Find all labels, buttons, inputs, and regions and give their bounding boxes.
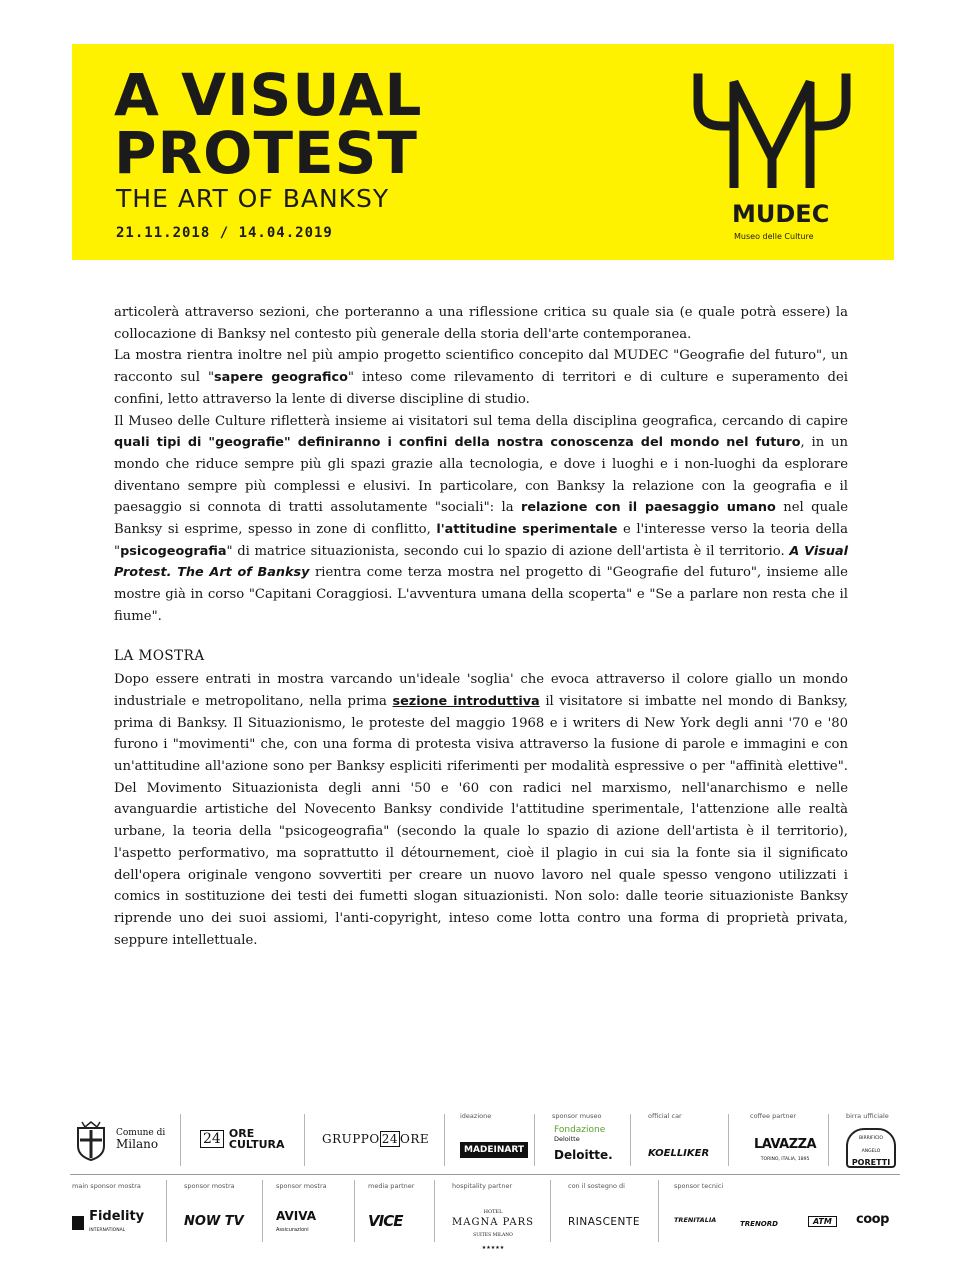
press-release-body (114, 302, 848, 951)
section-heading-la-mostra: LA MOSTRA (114, 647, 205, 664)
aviva-logo: AVIVA Assicurazioni (276, 1209, 316, 1233)
caption-sponsor-tecnici: sponsor tecnici (674, 1182, 724, 1190)
deloitte-logo: Deloitte. (554, 1148, 613, 1162)
gruppo-24-ore-logo: GRUPPO 24 ORE (322, 1132, 430, 1146)
magna-pars-logo: HOTEL MAGNA PARS SUITES MILANO ★★★★★ (452, 1209, 535, 1251)
madeinart-logo: MADEINART (460, 1142, 528, 1158)
caption-sponsor-mostra-1: sponsor mostra (184, 1182, 235, 1190)
caption-official-car: official car (648, 1112, 682, 1120)
museum-name: MUDEC (732, 200, 830, 228)
trenitalia-logo: TRENITALIA (674, 1216, 717, 1224)
caption-media-partner: media partner (368, 1182, 415, 1190)
exhibition-title-line1: A VISUAL (114, 61, 423, 129)
now-tv-logo: NOW TV (184, 1214, 244, 1229)
lavazza-logo: LAVAZZA TORINO, ITALIA, 1895 (754, 1137, 817, 1162)
coop-logo: coop (856, 1212, 889, 1227)
paragraph-intro: articolerà attraverso sezioni, che porteranno a una riflessione critica su quale sia (e quale potrà essere) la collocazione di Banksy nel contesto più generale della storia dell'arte contemporanea. (114, 305, 848, 342)
paragraph-la-mostra: Dopo essere entrati in mostra varcando un'ideale 'soglia' che evoca attraverso il colore giallo un mondo industriale e metropolitano, nella prima sezione introduttiva il visitatore si imbatte nel mondo di Banksy, prima di Banksy. Il Situazionismo, le proteste del maggio 1968 e i writers di New York degli anni '70 e '80 furono i "movimenti" che, con una forma di protesta visiva attraverso la fusione di parole e immagini e con un'attitudine all'azione sono per Banksy espliciti riferimenti per modalità espressive o per "affinità elettive". Del Movimento Situazionista degli anni '50 e '60 con radici nel marxismo, nell'anarchismo e nelle avanguardie artistiche del Novecento Banksy condivide l'attitudine sperimentale, l'attenzione alle realtà urbane, la teoria della "psicogeografia" (secondo la quale lo spazio di azione dell'artista è il territorio), l'aspetto performativo, ma soprattutto il détournement, cioè il plagio in cui sia la fonte sia il significato dell'opera originale vengono sovvertiti per creare un nuovo lavoro nel quale spesso vengono utilizzati i comics in sostituzione dei testi dei fumetti slogan situazionisti. Non solo: dalle teorie situazioniste Banksy riprende uno dei suoi assiomi, l'anti-copyright, inteso come lotta contro una forma di proprietà privata, seppure intellettuale. (114, 672, 848, 948)
exhibition-dates: 21.11.2018 / 14.04.2019 (116, 225, 333, 241)
comune-milano-crest-icon (72, 1120, 110, 1162)
header-banner (72, 44, 894, 260)
caption-main-sponsor: main sponsor mostra (72, 1182, 141, 1190)
exhibition-title-line2: PROTEST (114, 119, 418, 187)
caption-sponsor-museo: sponsor museo (552, 1112, 602, 1120)
sponsor-divider (70, 1174, 900, 1175)
comune-milano-logo: Comune di Milano (116, 1128, 166, 1151)
atm-logo: ATM (808, 1216, 837, 1227)
caption-sostegno: con il sostegno di (568, 1182, 625, 1190)
trenord-logo: TRENORD (740, 1220, 778, 1228)
paragraph-geografie: La mostra rientra inoltre nel più ampio progetto scientifico concepito dal MUDEC "Geografie del futuro", un racconto sul "sapere geografico" inteso come rilevamento di territori e di culture e superamento dei confini, letto attraverso la lente di diverse discipline di studio. (114, 348, 848, 407)
sponsor-strip (60, 1106, 900, 1256)
fidelity-logo: Fidelity INTERNATIONAL (72, 1210, 144, 1235)
vice-logo: VICE (368, 1212, 403, 1230)
caption-coffee-partner: coffee partner (750, 1112, 797, 1120)
paragraph-museo: Il Museo delle Culture rifletterà insieme ai visitatori sul tema della disciplina geografica, cercando di capire quali tipi di "geografie" definiranno i confini della nostra conoscenza del mondo nel futuro, in un mondo che riduce sempre più gli spazi grazie alla tecnologia, e dove i luoghi e i non-luoghi da esplorare diventano sempre più complessi e elusivi. In particolare, con Banksy la relazione con la geografia e il paesaggio si connota di tratti assolutamente "sociali": la relazione con il paesaggio umano nel quale Banksy si esprime, spesso in zone di conflitto, l'attitudine sperimentale e l'interesse verso la teoria della "psicogeografia" di matrice situazionista, secondo cui lo spazio di azione dell'artista è il territorio. A Visual Protest. The Art of Banksy rientra come terza mostra nel progetto di "Geografie del futuro", insieme alle mostre già in corso "Capitani Coraggiosi. L'avventura umana della scoperta" e "Se a parlare non resta che il fiume". (114, 413, 849, 624)
poretti-logo: BIRRIFICIO ANGELO PORETTI (846, 1128, 896, 1168)
caption-birra-ufficiale: birra ufficiale (846, 1112, 889, 1120)
koelliker-logo: KOELLIKER (648, 1148, 710, 1159)
caption-sponsor-mostra-2: sponsor mostra (276, 1182, 327, 1190)
rinascente-logo: RINASCENTE (568, 1216, 640, 1228)
caption-hospitality-partner: hospitality partner (452, 1182, 513, 1190)
caption-ideazione: ideazione (460, 1112, 492, 1120)
museum-subtitle: Museo delle Culture (734, 232, 814, 241)
24-ore-cultura-logo: 24 ORE CULTURA (200, 1128, 285, 1150)
exhibition-subtitle: THE ART OF BANKSY (116, 184, 390, 213)
fondazione-deloitte-logo: Fondazione Deloitte (554, 1125, 606, 1143)
